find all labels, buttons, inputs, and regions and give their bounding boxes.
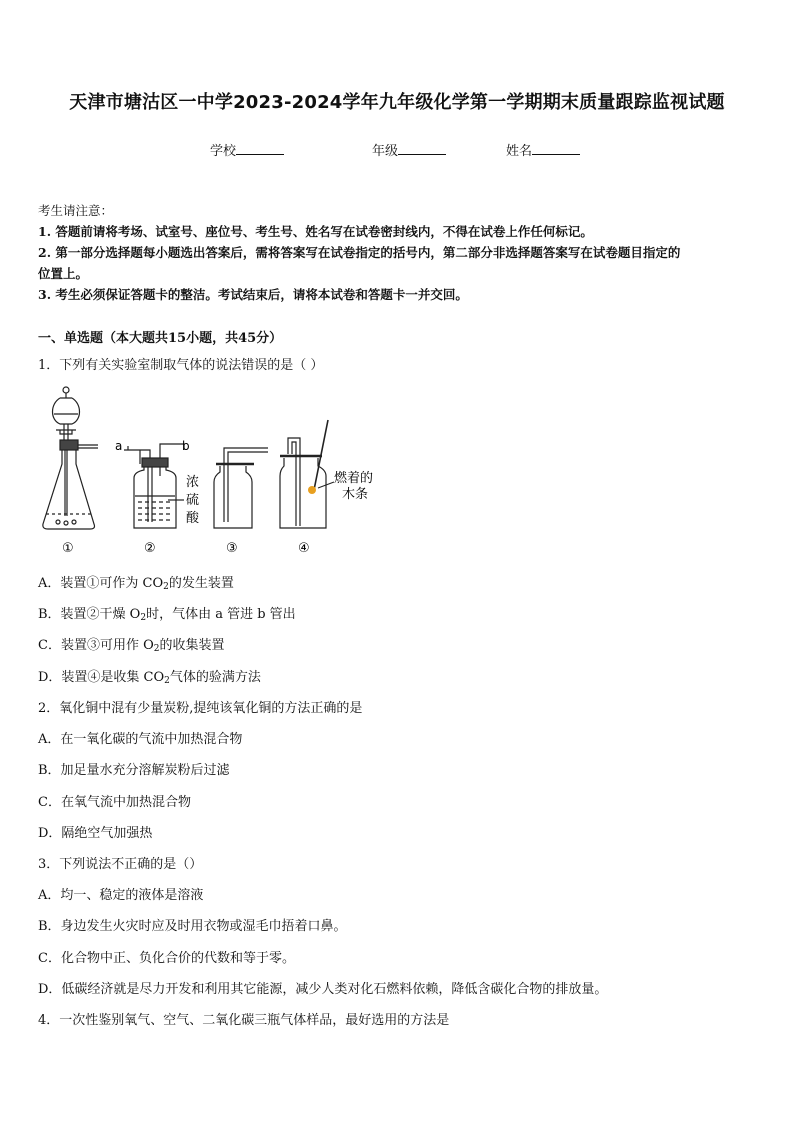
question-3-option-a: A．均一、稳定的液体是溶液 [38,888,204,903]
notice-item: 1. 答题前请将考场、试室号、座位号、考生号、姓名写在试卷密封线内，不得在试卷上作任何标记。 [38,224,593,239]
question-3-option-c: C．化合物中正、负化合价的代数和等于零。 [38,951,295,966]
question-1-stem: 1．下列有关实验室制取气体的说法错误的是（ ） [38,358,324,373]
page-title: 天津市塘沽区一中学2023-2024学年九年级化学第一学期期末质量跟踪监视试题 [69,92,725,113]
funnel-stopper [63,387,69,393]
acid-label: 硫 [186,493,200,508]
question-3-stem: 3．下列说法不正确的是（） [38,857,203,872]
apparatus-number: ③ [226,541,238,556]
question-2-option-b: B．加足量水充分溶解炭粉后过滤 [38,763,230,778]
question-4-stem: 4．一次性鉴别氧气、空气、二氧化碳三瓶气体样品，最好选用的方法是 [38,1013,450,1028]
notice-heading: 考生请注意： [38,203,114,218]
collecting-bottle-3 [214,466,252,528]
question-2-option-c: C．在氧气流中加热混合物 [38,795,191,810]
school-field [210,140,284,159]
name-blank[interactable] [532,142,580,155]
school-label: 学校 [210,144,237,159]
apparatus-number: ① [62,541,74,556]
apparatus-diagram [36,384,396,560]
apparatus-figure [36,384,396,560]
apparatus-number: ④ [298,541,310,556]
name-label: 姓名 [506,144,533,159]
question-1-option-a: A．装置①可作为 $CO_2$的发生装置 [38,576,234,592]
grade-blank[interactable] [398,142,446,155]
question-1-option-d: D．装置④是收集 $CO_2$气体的验满方法 [38,670,261,686]
question-3-option-d: D．低碳经济就是尽力开发和利用其它能源，减少人类对化石燃料依赖，降低含碳化合物的排放量。 [38,982,608,997]
funnel-bulb [53,393,80,424]
flame-label: 木条 [342,487,369,502]
flame-icon [308,486,316,494]
apparatus-number: ② [144,541,156,556]
notice-item: 位置上。 [38,266,89,281]
grade-field [372,140,446,159]
question-1-option-c: C．装置③可用作 $O_2$的收集装置 [38,638,225,654]
acid-label: 酸 [186,511,200,526]
question-3-option-b: B．身边发生火灾时应及时用衣物或湿毛巾捂着口鼻。 [38,919,347,934]
washing-bottle [134,467,176,528]
school-blank[interactable] [236,142,284,155]
section-heading: 一、单选题（本大题共15小题，共45分） [38,331,283,346]
label-a: a [115,439,123,453]
notice-item: 2. 第一部分选择题每小题选出答案后，需将答案写在试卷指定的括号内，第二部分非选择题答案写在试卷题目指定的 [38,245,681,260]
notice-item: 3. 考生必须保证答题卡的整洁。考试结束后，请将本试卷和答题卡一并交回。 [38,287,468,302]
grade-label: 年级 [372,144,399,159]
flask-stopper [60,440,78,450]
question-2-stem: 2．氧化铜中混有少量炭粉,提纯该氧化铜的方法正确的是 [38,701,363,716]
question-2-option-d: D．隔绝空气加强热 [38,826,153,841]
flame-label: 燃着的 [334,471,374,486]
notice-block [38,200,760,305]
acid-label: 浓 [186,475,200,490]
conical-flask [43,450,95,529]
question-1-option-b: B．装置②干燥 $O_2$时，气体由 a 管进 b 管出 [38,607,296,623]
name-field [506,140,580,159]
question-2-option-a: A．在一氧化碳的气流中加热混合物 [38,732,243,747]
label-b: b [182,439,190,453]
